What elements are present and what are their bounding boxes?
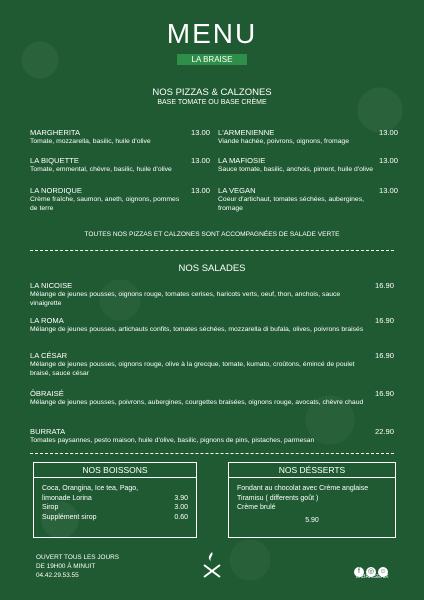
- item-name: LA CÉSAR: [30, 351, 68, 360]
- grill-logo-icon: [201, 551, 223, 579]
- salad-section-title: NOS SALADES: [178, 263, 246, 274]
- salad-item: [30, 281, 394, 308]
- social-handle: LABRAISEAIX: [356, 574, 389, 580]
- item-name: LA MAFIOSIE: [218, 156, 266, 165]
- drinks-list: [34, 478, 196, 528]
- item-name: LA ROMA: [30, 316, 64, 325]
- instagram-icon[interactable]: ◎: [367, 568, 375, 575]
- pizza-section-title: NOS PIZZAS & CALZONES: [152, 87, 272, 98]
- item-desc: Tomate, mozzarella, basilic, huile d'olive: [30, 138, 151, 145]
- item-desc: Coeur d'artichaut, tomates séchées, aubergines, fromage: [218, 196, 365, 212]
- drinks-title: NOS BOISSONS: [34, 463, 196, 478]
- salad-item: [30, 389, 394, 408]
- pizza-item: [30, 186, 210, 213]
- item-desc: Sauce tomate, basilic, anchois, piment, huile d'olive: [218, 166, 374, 173]
- item-name: LA VEGAN: [218, 186, 256, 195]
- facebook-icon[interactable]: f: [354, 567, 364, 577]
- drink-line: Sirop 3.00: [42, 504, 188, 511]
- pizza-note: TOUTES NOS PIZZAS ET CALZONES SONT ACCOMPAGNÉES DE SALADE VERTE: [84, 231, 340, 238]
- drink-line: Supplément sirop 0.60: [42, 513, 188, 521]
- pizza-item: [30, 156, 210, 175]
- item-desc: Mélange de jeunes pousses, oignons rouge, olive à la grecque, tomate, kumato, croûtons, émincé de poulet braisé, sauce césar: [30, 361, 355, 377]
- drink-line: limonade Lorina 3.90: [42, 494, 188, 502]
- item-desc: Viande hachée, poivrons, oignons, fromage: [218, 138, 349, 145]
- pizza-subtitle: BASE TOMATE OU BASE CRÈME: [157, 99, 267, 106]
- item-desc: Tomate, emmental, chèvre, basilic, huile d'olive: [30, 166, 172, 173]
- item-price: 13.00: [378, 186, 398, 195]
- dessert-line: Crème brulé: [237, 504, 276, 511]
- item-price: 13.00: [378, 128, 398, 137]
- dessert-line: Fondant au chocolat avec Crème anglaise: [237, 485, 369, 492]
- pizza-item: [218, 186, 398, 213]
- item-price: 13.00: [190, 186, 210, 195]
- snapchat-icon[interactable]: ☺: [379, 568, 387, 575]
- pizza-item: [218, 156, 398, 175]
- item-name: MARGHERITA: [30, 128, 81, 137]
- drink-line: Coca, Orangina, Ice tea, Pago,: [42, 485, 139, 492]
- item-name: ÔBRAISÉ: [30, 389, 64, 398]
- item-name: LA BIQUETTE: [30, 156, 79, 165]
- dessert-line: Tiramisu ( differents goût ): [237, 494, 319, 502]
- item-name: BURRATA: [30, 427, 66, 436]
- item-desc: Mélange de jeunes pousses, artichauts confits, tomates séchées, mozzarella di bufala, olives, poivrons braisés: [30, 326, 364, 333]
- desserts-title: NOS DÉSSERTS: [229, 463, 395, 478]
- desserts-box: [228, 462, 396, 538]
- item-desc: Mélange de jeunes pousses, poivrons, aubergines, courgettes braisées, oignons rouge, avocats, chèvre chaud: [30, 399, 364, 406]
- item-price: 16.90: [374, 389, 394, 398]
- item-price: 13.00: [378, 156, 398, 165]
- brand-badge: LA BRAISE: [177, 54, 247, 65]
- dessert-price: 5.90: [305, 516, 319, 524]
- pizza-item: [218, 128, 398, 147]
- phone-number: 04.42.29.53.55: [36, 572, 79, 579]
- salad-item: [30, 427, 394, 446]
- drinks-box: [33, 462, 197, 538]
- item-name: LA NORDIQUE: [30, 186, 82, 195]
- salad-item: [30, 351, 394, 378]
- divider: [30, 453, 394, 454]
- menu-title: MENU: [166, 18, 258, 49]
- opening-info: [36, 553, 119, 580]
- item-price: 13.00: [190, 156, 210, 165]
- item-desc: Crème fraîche, saumon, aneth, oignons, pommes de terre: [30, 196, 180, 212]
- item-desc: Tomates paysannes, pesto maison, huile d'olive, basilic, pignons de pins, pistaches, parmesan: [30, 437, 315, 444]
- item-name: L'ARMENIENNE: [218, 128, 275, 137]
- item-price: 16.90: [374, 281, 394, 290]
- footer-line: DE 19H00 À MINUIT: [36, 563, 96, 570]
- desserts-list: [229, 478, 395, 531]
- item-price: 16.90: [374, 351, 394, 360]
- item-name: LA NICOISE: [30, 281, 73, 290]
- item-price: 13.00: [190, 128, 210, 137]
- salad-item: [30, 316, 394, 335]
- item-price: 22.90: [374, 427, 394, 436]
- pizza-item: [30, 128, 210, 147]
- footer-line: OUVERT TOUS LES JOURS: [36, 554, 119, 561]
- item-desc: Mélange de jeunes pousses, oignons rouge, tomates cerises, haricots verts, oeuf, thon, anchois, sauce vinaigrette: [30, 291, 341, 307]
- divider: [30, 250, 394, 251]
- item-price: 16.90: [374, 316, 394, 325]
